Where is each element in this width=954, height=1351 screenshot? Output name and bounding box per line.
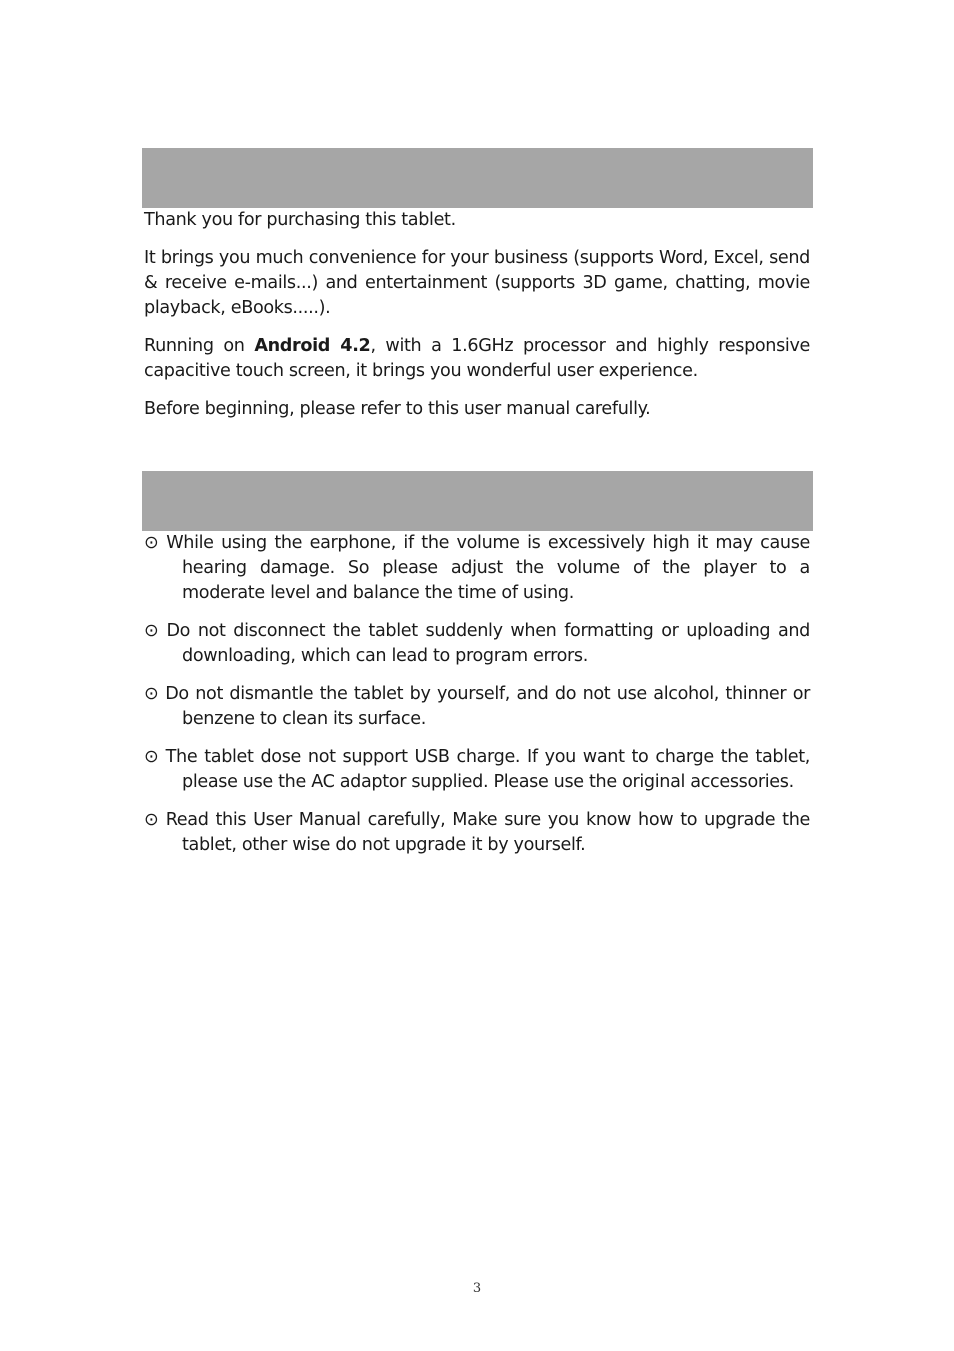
notes-section bbox=[144, 531, 810, 871]
bullet-icon: ⊙ bbox=[144, 747, 159, 767]
intro-paragraph-3 bbox=[144, 334, 810, 384]
note-text: While using the earphone, if the volume is excessively high it may cause hearing damage. So please adjust the volume of the player to a moderate level and balance the time of using. bbox=[166, 533, 810, 603]
bullet-icon: ⊙ bbox=[144, 533, 159, 553]
page-number: 3 bbox=[472, 1281, 482, 1296]
section-header-bar-intro bbox=[142, 148, 813, 208]
bullet-icon: ⊙ bbox=[144, 684, 159, 704]
intro-paragraph-3-prefix: Running on bbox=[144, 336, 255, 356]
section-header-bar-notes bbox=[142, 471, 813, 531]
list-item bbox=[144, 619, 810, 669]
intro-section bbox=[144, 208, 810, 422]
note-text: Do not disconnect the tablet suddenly when formatting or uploading and downloading, which can lead to program errors. bbox=[166, 621, 810, 666]
list-item bbox=[144, 745, 810, 795]
intro-paragraph-1: Thank you for purchasing this tablet. bbox=[144, 210, 456, 230]
list-item bbox=[144, 531, 810, 606]
list-item bbox=[144, 808, 810, 858]
note-text: Do not dismantle the tablet by yourself, and do not use alcohol, thinner or benzene to clean its surface. bbox=[165, 684, 810, 729]
note-text: The tablet dose not support USB charge. If you want to charge the tablet, please use the AC adaptor supplied. Please use the original accessories. bbox=[165, 747, 810, 792]
intro-paragraph-3-suffix: , with a 1.6GHz processor and highly responsive capacitive touch screen, it brings you wonderful user experience. bbox=[144, 336, 810, 381]
intro-paragraph-2: It brings you much convenience for your business (supports Word, Excel, send & receive e-mails...) and entertainment (supports 3D game, chatting, movie playback, eBooks.....). bbox=[144, 248, 810, 318]
bullet-icon: ⊙ bbox=[144, 621, 159, 641]
note-text: Read this User Manual carefully, Make sure you know how to upgrade the tablet, other wise do not upgrade it by yourself. bbox=[165, 810, 810, 855]
android-version: Android 4.2 bbox=[254, 336, 371, 356]
list-item bbox=[144, 682, 810, 732]
intro-paragraph-4: Before beginning, please refer to this user manual carefully. bbox=[144, 399, 651, 419]
bullet-icon: ⊙ bbox=[144, 810, 159, 830]
